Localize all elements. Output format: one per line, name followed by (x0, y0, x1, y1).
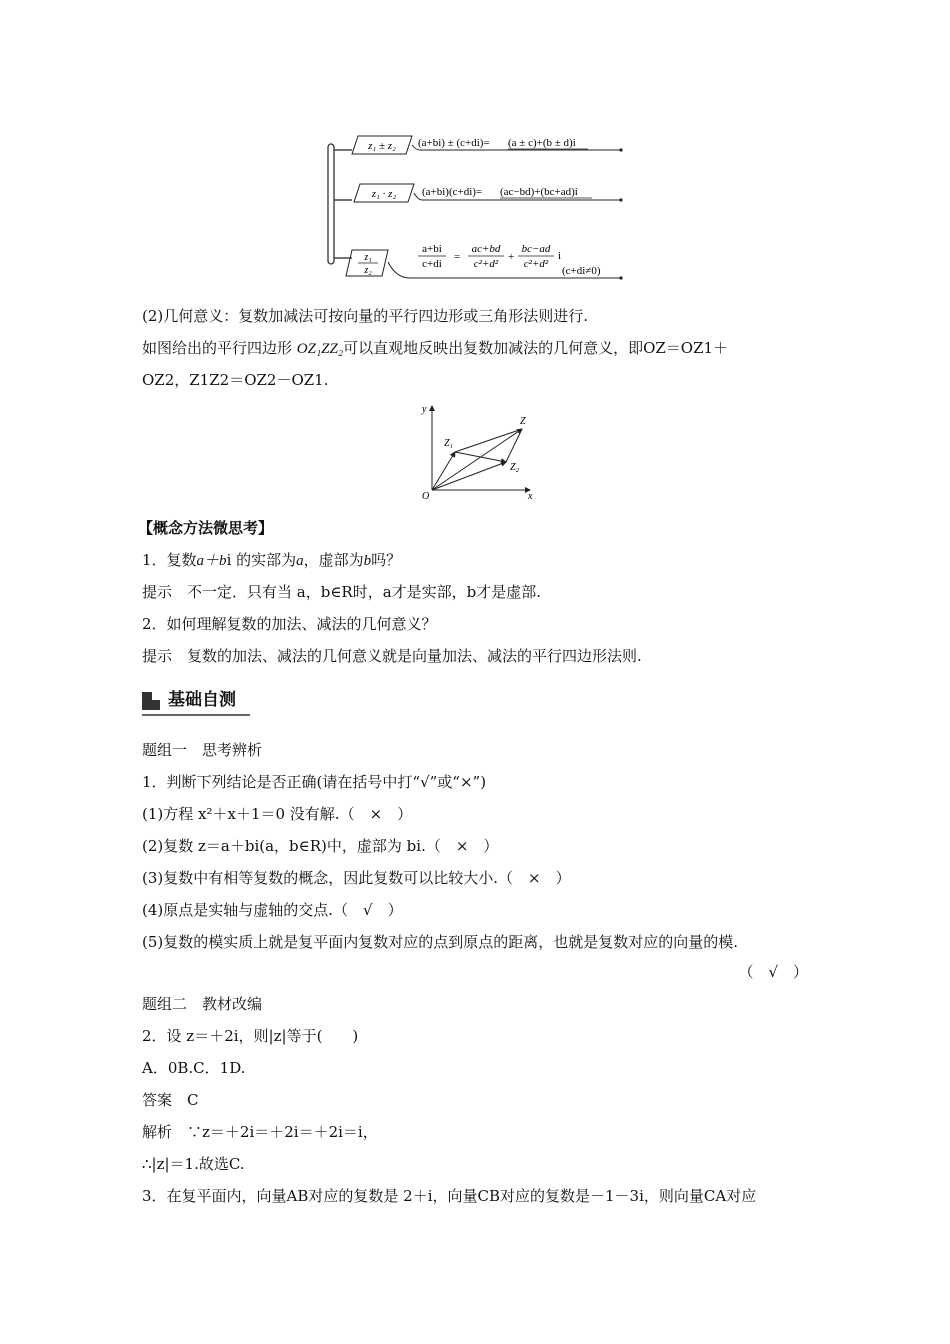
row3-lhs-den: c+di (422, 258, 442, 270)
problem-3: 3．在复平面内，向量AB对应的复数是 2＋i，向量CB对应的复数是－1－3i，则向量CA对应 (142, 1187, 757, 1205)
problem-2-analysis-2: ∴|z|＝1.故选C. (142, 1155, 245, 1173)
geometric-meaning-line1-a: 如图给出的平行四边形 (142, 339, 297, 357)
x-axis-label: x (528, 491, 533, 502)
row3-condition: (c+di≠0) (562, 265, 601, 277)
parallelogram-name: OZ₁ZZ₂ (296, 341, 344, 357)
row3-term1-num: ac+bd (471, 243, 501, 255)
problem-2: 2．设 z＝＋2i，则|z|等于( ) (142, 1027, 359, 1045)
row2-result: (ac−bd)+(bc+ad)i (500, 186, 578, 198)
think-heading: 【概念方法微思考】 (138, 519, 274, 537)
z1-point-label: Z₁ (444, 438, 454, 449)
row1-box-label: z₁ ± z₂ (368, 140, 396, 152)
row3-term2-den: c²+d² (523, 258, 549, 270)
question-1-expr: a＋b (196, 553, 227, 569)
geometric-meaning-line1 (142, 338, 728, 359)
section-title: 基础自测 (168, 690, 236, 710)
problem-2-options: A．0B.C．1D. (142, 1059, 246, 1077)
parallelogram-diagram (418, 400, 542, 504)
section-square-icon (142, 692, 160, 710)
row3-box-den: z₂ (364, 265, 372, 276)
row2-formula: (a+bi)(c+di)= (422, 186, 483, 198)
group-1-title: 题组一 思考辨析 (142, 741, 263, 759)
geometric-meaning-title: (2)几何意义：复数加减法可按向量的平行四边形或三角形法则进行. (142, 307, 589, 325)
row3-term1-den: c²+d² (473, 258, 499, 270)
y-axis-label: y (422, 404, 427, 415)
row3-lhs-num: a+bi (422, 243, 442, 255)
question-1-b: i 的实部为 (226, 551, 297, 569)
section-underline (142, 714, 250, 716)
row3-term2-num: bc−ad (521, 243, 551, 255)
hint-2: 提示 复数的加法、减法的几何意义就是向量加法、减法的平行四边形法则. (142, 647, 642, 665)
row1-formula: (a+bi) ± (c+di)= (418, 137, 490, 149)
question-2: 2．如何理解复数的加法、减法的几何意义？ (142, 615, 437, 633)
row3-eq: = (454, 251, 461, 263)
row3-box-num: z₁ (364, 252, 372, 263)
problem-1-item-3: (3)复数中有相等复数的概念，因此复数可以比较大小.（ × ） (142, 869, 571, 887)
problem-1-item-4: (4)原点是实轴与虚轴的交点.（ √ ） (142, 901, 403, 919)
question-1-d: 吗？ (371, 551, 402, 569)
question-1-var-a: a (296, 553, 304, 569)
row1-result: (a ± c)+(b ± d)i (508, 137, 576, 149)
question-1-c: ，虚部为 (303, 551, 364, 569)
problem-2-answer: 答案 C (142, 1091, 199, 1109)
row2-box-label: z₁ · z₂ (371, 188, 397, 200)
problem-1-item-5: (5)复数的模实质上就是复平面内复数对应的点到原点的距离，也就是复数对应的向量的模. (142, 933, 739, 951)
row3-i: i (558, 250, 562, 262)
hint-1: 提示 不一定．只有当 a，b∈R时，a才是实部，b才是虚部. (142, 583, 542, 601)
problem-2-analysis-1: 解析 ∵z＝＋2i＝＋2i＝＋2i＝i， (142, 1123, 378, 1141)
question-1-var-b: b (363, 553, 372, 569)
problem-1: 1．判断下列结论是否正确(请在括号中打“√”或“×”) (142, 773, 487, 791)
origin-label: O (422, 491, 430, 502)
z-point-label: Z (520, 416, 526, 427)
question-1-a: 1．复数 (142, 551, 197, 569)
geometric-meaning-line2: OZ2，Z1Z2＝OZ2－OZ1. (142, 371, 329, 389)
problem-1-item-2: (2)复数 z＝a＋bi(a，b∈R)中，虚部为 bi.（ × ） (142, 837, 499, 855)
geometric-meaning-line1-b: 可以直观地反映出复数加减法的几何意义，即OZ＝OZ1＋ (343, 339, 729, 357)
problem-1-item-5-answer: （ √ ） (738, 963, 808, 981)
question-1 (142, 550, 401, 571)
group-2-title: 题组二 教材改编 (142, 995, 263, 1013)
z2-point-label: Z₂ (510, 462, 520, 473)
operations-diagram (320, 128, 630, 284)
problem-1-item-1: (1)方程 x²＋x＋1＝0 没有解.（ × ） (142, 805, 413, 823)
row3-plus: + (508, 251, 515, 263)
